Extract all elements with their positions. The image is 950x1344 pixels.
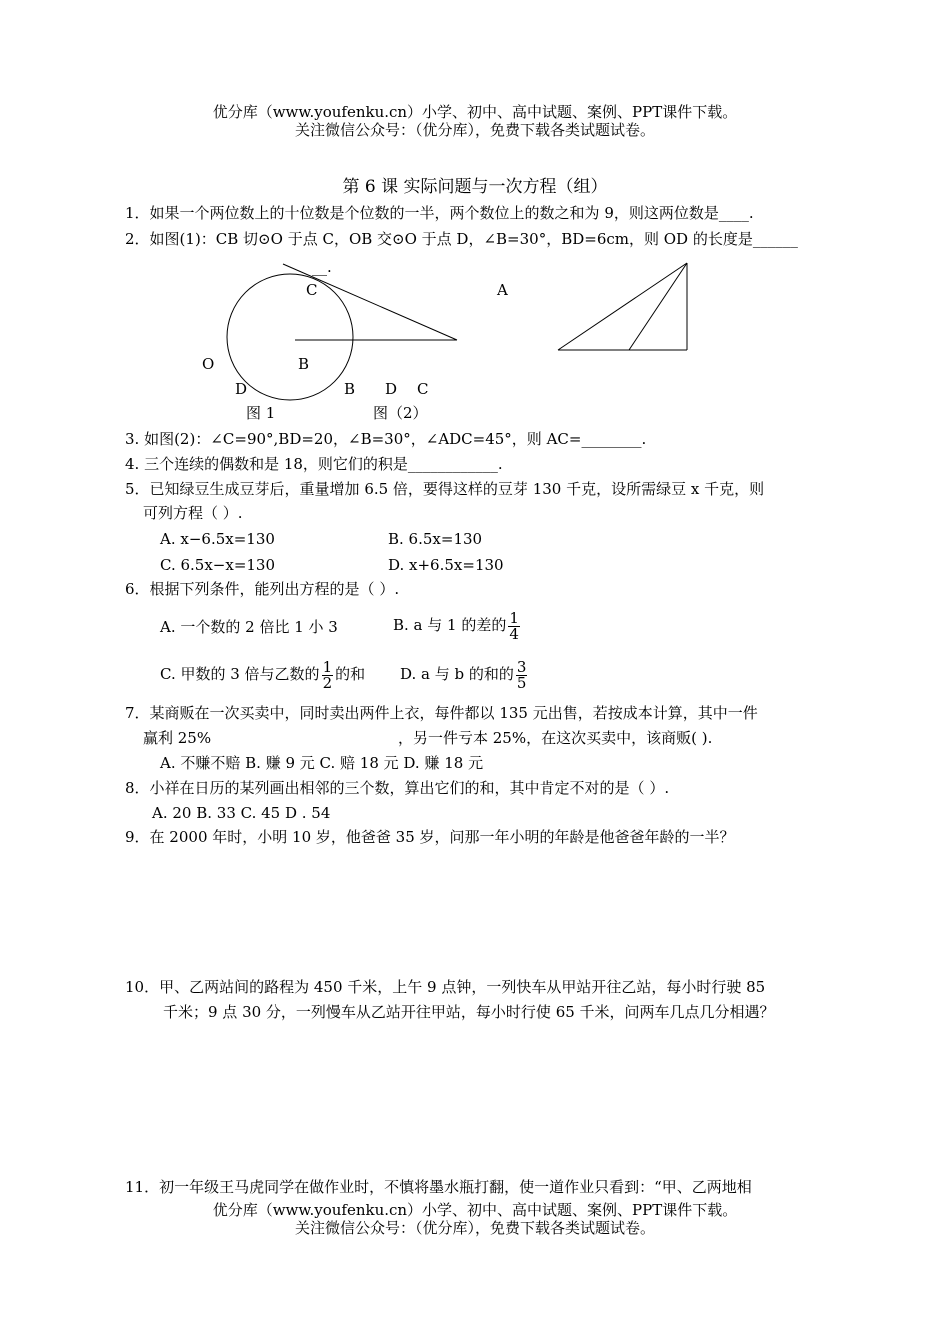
question-5-option-c: C. 6.5x−x=130	[160, 556, 276, 574]
fraction-denominator: 2	[322, 673, 333, 692]
figure-2-caption: 图（2）	[373, 404, 428, 422]
question-5-option-b: B. 6.5x=130	[388, 530, 483, 548]
question-8-stem: 8．小祥在日历的某列画出相邻的三个数，算出它们的和，其中肯定不对的是（ ）.	[125, 779, 670, 797]
question-9: 9．在 2000 年时，小明 10 岁，他爸爸 35 岁，问那一年小明的年龄是他爸爸年龄的一半？	[125, 828, 735, 846]
question-2-continued: __.	[312, 258, 332, 276]
fraction-one-quarter	[508, 608, 520, 643]
page-title: 第 6 课 实际问题与一次方程（组）	[342, 177, 608, 197]
question-7-stem-b1: 赢利 25%	[143, 729, 212, 747]
question-6-option-c	[160, 657, 365, 691]
question-5-stem: 5．已知绿豆生成豆芽后，重量增加 6.5 倍，要得这样的豆芽 130 千克，设所需绿豆 x 千克，则	[125, 480, 765, 498]
question-4: 4. 三个连续的偶数和是 18，则它们的积是____________.	[125, 455, 503, 473]
fraction-three-fifths	[516, 657, 528, 692]
question-11: 11．初一年级王马虎同学在做作业时，不慎将墨水瓶打翻，使一道作业只看到：“甲、乙两地相	[125, 1178, 752, 1196]
fig2-label-c: C	[417, 380, 429, 398]
fig1-label-b: B	[298, 355, 310, 373]
question-6-option-c-text: C. 甲数的 3 倍与乙数的	[160, 665, 320, 683]
fig2-label-d: D	[385, 380, 398, 398]
question-6-option-d-text: D. a 与 b 的和的	[400, 665, 514, 683]
question-3: 3. 如图(2)：∠C=90°,BD=20，∠B=30°，∠ADC=45°，则 AC=________.	[125, 430, 647, 448]
footer-line-2: 关注微信公众号：（优分库），免费下载各类试题试卷。	[294, 1219, 655, 1237]
header-line-1: 优分库（www.youfenku.cn）小学、初中、高中试题、案例、PPT课件下载。	[212, 103, 738, 121]
footer-line-1: 优分库（www.youfenku.cn）小学、初中、高中试题、案例、PPT课件下载。	[212, 1201, 738, 1219]
fig1-label-o: O	[202, 355, 215, 373]
fig1-label-d: D	[235, 380, 248, 398]
fig1-label-c: C	[306, 281, 318, 299]
fig1-label-b-2: B	[344, 380, 356, 398]
question-6-option-a: A. 一个数的 2 倍比 1 小 3	[160, 618, 338, 636]
fraction-denominator: 4	[509, 624, 519, 643]
question-6-option-b	[393, 608, 522, 642]
question-6-stem: 6．根据下列条件，能列出方程的是（ ）.	[125, 580, 400, 598]
question-2: 2．如图(1)：CB 切⊙O 于点 C，OB 交⊙O 于点 D，∠B=30°，BD=6cm，则 OD 的长度是______	[125, 230, 798, 248]
question-1: 1．如果一个两位数上的十位数是个位数的一半，两个数位上的数之和为 9，则这两位数是____.	[125, 204, 754, 222]
triangle-side-ab	[558, 263, 687, 350]
fig2-label-a: A	[497, 281, 508, 299]
question-6-option-c-tail: 的和	[335, 665, 366, 683]
triangle-segment-ad	[629, 263, 687, 350]
tangent-line-cb	[283, 264, 457, 340]
question-10-line-1: 10．甲、乙两站间的路程为 450 千米，上午 9 点钟，一列快车从甲站开往乙站，每小时行驶 85	[125, 978, 766, 996]
question-5-option-d: D. x+6.5x=130	[388, 556, 504, 574]
question-8-options: A. 20 B. 33 C. 45 D . 54	[152, 804, 331, 822]
fraction-denominator: 5	[516, 673, 527, 692]
question-6-option-d	[400, 657, 529, 691]
fraction-numerator: 3	[516, 657, 527, 676]
question-7-stem: 7．某商贩在一次买卖中，同时卖出两件上衣，每件都以 135 元出售，若按成本计算，其中一件	[125, 704, 758, 722]
question-6-option-b-text: B. a 与 1 的差的	[393, 616, 507, 634]
question-5-option-a: A. x−6.5x=130	[160, 530, 275, 548]
question-5-stem-continued: 可列方程（ ）.	[143, 504, 243, 522]
fraction-numerator: 1	[509, 608, 519, 627]
question-10-line-2: 千米；9 点 30 分，一列慢车从乙站开往甲站，每小时行使 65 千米，问两车几点几分相遇？	[163, 1003, 775, 1021]
fraction-one-half	[322, 657, 334, 692]
question-7-options: A. 不赚不赔 B. 赚 9 元 C. 赔 18 元 D. 赚 18 元	[160, 754, 484, 772]
question-7-stem-b2: ，另一件亏本 25%，在这次买卖中，该商贩( ).	[398, 729, 713, 747]
fraction-numerator: 1	[322, 657, 333, 676]
figure-1-caption: 图 1	[246, 404, 276, 422]
header-line-2: 关注微信公众号：（优分库），免费下载各类试题试卷。	[294, 121, 655, 139]
